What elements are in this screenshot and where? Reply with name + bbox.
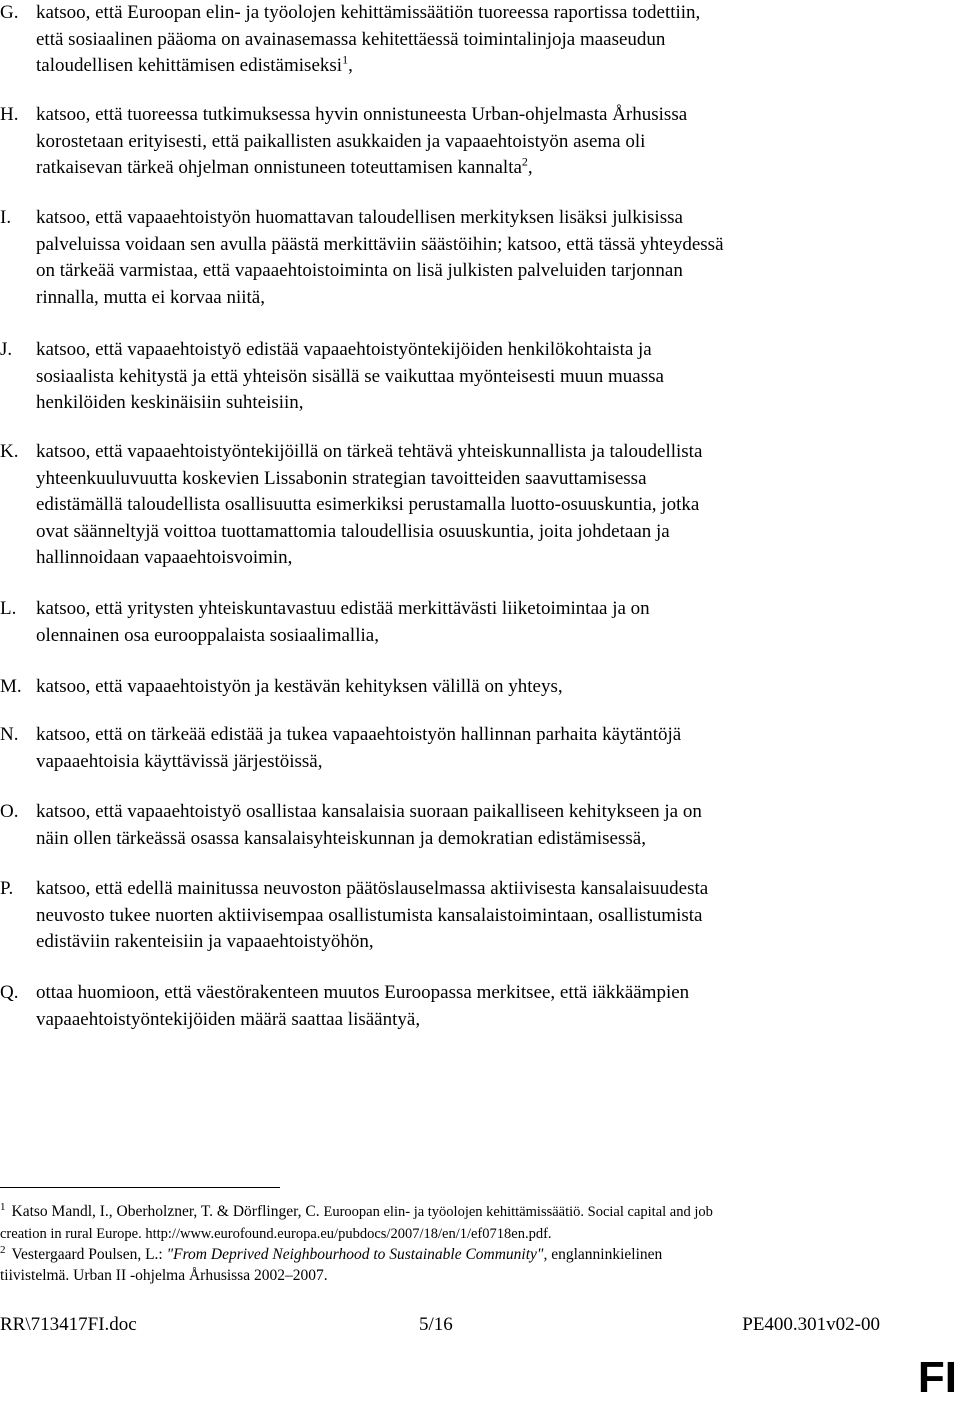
recital-q (0, 980, 930, 1033)
recital-text: katsoo, että vapaaehtoistyö edistää vapaaehtoistyöntekijöiden henkilökohtaista ja sosiaalista kehitystä ja että yhteisön sisällä se vaikuttaa myönteisesti muun muassa henkilöiden keskinäisiin suhteisiin, (36, 339, 664, 413)
recital-h (0, 102, 930, 182)
recital-letter: P. (0, 878, 14, 899)
language-mark: FI (917, 1353, 957, 1402)
document-reference: RR\713417FI.doc (0, 1314, 137, 1335)
footnote-ref: 2 (521, 154, 528, 169)
recital-i (0, 205, 930, 311)
recital-j (0, 337, 930, 417)
recital-text: katsoo, että tuoreessa tutkimuksessa hyvin onnistuneesta Urban-ohjelmasta Århusissa korostetaan erityisesti, että paikallisten asukkaiden ja vapaaehtoistyön asema oli ratkaisevan tärkeä ohjelman onnistuneen toteuttamisen kannalta$^2$, (36, 104, 688, 178)
page-number: 5/16 (419, 1314, 453, 1335)
recital-text: katsoo, että yritysten yhteiskuntavastuu edistää merkittävästi liiketoimintaa ja on olennainen osa eurooppalaista sosiaalimallia, (36, 598, 650, 646)
recital-m (0, 674, 930, 701)
recital-text: katsoo, että on tärkeää edistää ja tukea vapaaehtoistyön hallinnan parhaita käytäntöjä vapaaehtoisia käyttävissä järjestöissä, (36, 724, 682, 772)
recital-n (0, 722, 930, 775)
footnote-separator (0, 1187, 280, 1188)
recital-letter: Q. (0, 982, 19, 1003)
recital-letter: I. (0, 207, 12, 228)
recital-letter: N. (0, 724, 19, 745)
recital-text: katsoo, että vapaaehtoistyöntekijöillä on tärkeä tehtävä yhteiskunnallista ja taloudellista yhteenkuuluvuutta koskevien Lissabonin strategian tavoitteiden saavuttamisessa edistämällä taloudellista osallisuutta esimerkiksi perustamalla luotto-osuuskuntia, jotka ovat säänneltyjä voittoa tuottamattomia taloudellisia osuuskuntia, joita johdetaan ja hallinnoidaan vapaaehtoisvoimin, (36, 441, 703, 568)
recital-g (0, 0, 930, 80)
recital-text: katsoo, että Euroopan elin- ja työolojen kehittämissäätiön tuoreessa raportissa todettiin, että sosiaalinen pääoma on avainasemassa kehitettäessä toimintalinjoja maaseudun taloudellisen kehittämisen edistämiseksi$^1$, (36, 2, 701, 76)
recital-letter: L. (0, 598, 17, 619)
recital-letter: J. (0, 339, 13, 360)
page-footer (0, 1313, 880, 1337)
recital-letter: O. (0, 801, 19, 822)
recital-text: katsoo, että vapaaehtoistyön ja kestävän kehityksen välillä on yhteys, (36, 676, 563, 697)
footnote-1: $^1$ Katso Mandl, I., Oberholzner, T. & Dörflinger, C. Euroopan elin- ja työolojen kehittämissäätiö. Social capital and job creation in rural Europe. http://www.eurofound.europa.eu/pubdocs/2007/18/en/1/ef0718en.pdf. (0, 1200, 713, 1242)
recital-text: katsoo, että vapaaehtoistyö osallistaa kansalaisia suoraan paikalliseen kehitykseen ja on näin ollen tärkeässä osassa kansalaisyhteiskunnan ja demokratian edistämisessä, (36, 801, 702, 849)
footnote-2: $^2$ Vestergaard Poulsen, L.: "From Deprived Neighbourhood to Sustainable Community", englanninkielinen tiivistelmä. Urban II -ohjelma Århusissa 2002–2007. (0, 1243, 663, 1284)
recital-letter: H. (0, 104, 19, 125)
footnote-number: 2 (0, 1243, 6, 1256)
recital-p (0, 876, 930, 956)
recital-l (0, 596, 930, 649)
recital-text: ottaa huomioon, että väestörakenteen muutos Euroopassa merkitsee, että iäkkäämpien vapaaehtoistyöntekijöiden määrä saattaa lisääntyä, (36, 982, 690, 1030)
recital-letter: G. (0, 2, 19, 23)
recital-o (0, 799, 930, 852)
recital-text: katsoo, että edellä mainitussa neuvoston päätöslauselmassa aktiivisesta kansalaisuudesta neuvosto tukee nuorten aktiivisempaa osallistumista kansalaistoimintaan, osallistumista edistäviin rakenteisiin ja vapaaehtoistyöhön, (36, 878, 709, 952)
recital-text: katsoo, että vapaaehtoistyön huomattavan taloudellisen merkityksen lisäksi julkisissa palveluissa voidaan sen avulla päästä merkittäviin säästöihin; katsoo, että tässä yhteydessä on tärkeää varmistaa, että vapaaehtoistoiminta on lisä julkisten palveluiden tarjonnan rinnalla, mutta ei korvaa niitä, (36, 207, 724, 308)
footnote-number: 1 (0, 1200, 6, 1213)
recital-k (0, 439, 930, 572)
recital-letter: K. (0, 441, 19, 462)
recital-letter: M. (0, 676, 22, 697)
footnote-ref: 1 (342, 52, 349, 67)
pe-reference: PE400.301v02-00 (742, 1314, 880, 1335)
